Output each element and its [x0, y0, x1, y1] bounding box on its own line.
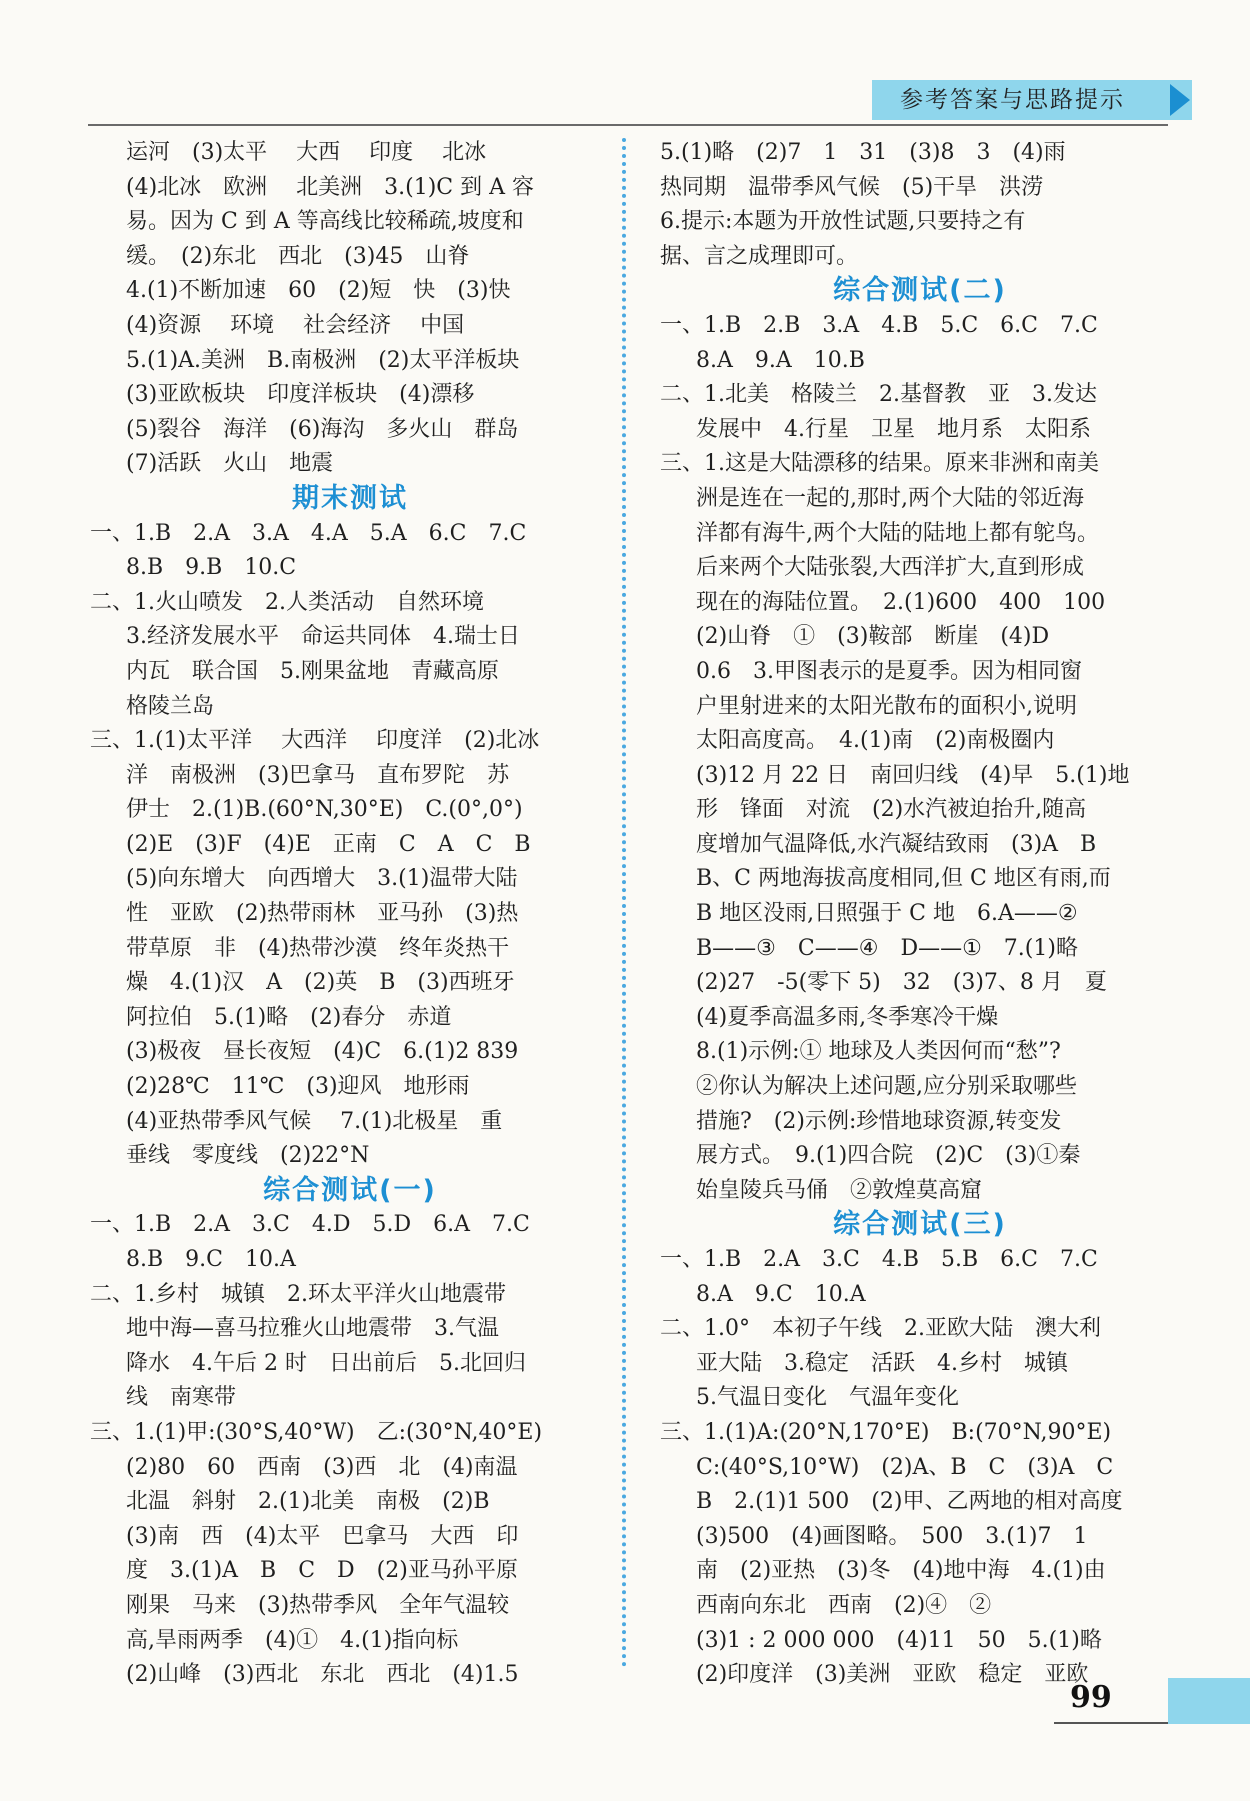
answer-line: 度 3.(1)A B C D (2)亚马孙平原 [126, 1558, 518, 1584]
answer-line: B 2.(1)1 500 (2)甲、乙两地的相对高度 [696, 1489, 1123, 1515]
answer-line: 内瓦 联合国 5.刚果盆地 青藏高原 [126, 658, 499, 684]
answer-line: 北温 斜射 2.(1)北美 南极 (2)B [126, 1489, 490, 1515]
answer-line: (2)27 -5(零下 5) 32 (3)7、8 月 夏 [696, 970, 1107, 996]
answer-line: (2)80 60 西南 (3)西 北 (4)南温 [126, 1454, 518, 1480]
answer-line: 三、1.(1)A:(20°N,170°E) B:(70°N,90°E) [660, 1419, 1112, 1445]
answer-line: 度增加气温降低,水汽凝结致雨 (3)A B [696, 831, 1097, 857]
footer-tab [1168, 1678, 1250, 1724]
page-number: 99 [1070, 1680, 1112, 1715]
answer-line: C:(40°S,10°W) (2)A、B C (3)A C [696, 1454, 1114, 1480]
answer-line: 南 (2)亚热 (3)冬 (4)地中海 4.(1)由 [696, 1558, 1106, 1584]
answer-line: (3)亚欧板块 印度洋板块 (4)漂移 [126, 382, 475, 408]
answer-line: 0.6 3.甲图表示的是夏季。因为相同窗 [696, 658, 1082, 684]
answer-line: (3)12 月 22 日 南回归线 (4)早 5.(1)地 [696, 762, 1130, 788]
section-heading: 综合测试(三) [833, 1209, 1007, 1241]
section-heading: 期末测试 [292, 482, 408, 514]
answer-line: (5)向东增大 向西增大 3.(1)温带大陆 [126, 866, 518, 892]
answer-line: B、C 两地海拔高度相同,但 C 地区有雨,而 [696, 866, 1111, 892]
header-arrow-icon [1170, 84, 1190, 116]
answer-line: 亚大陆 3.稳定 活跃 4.乡村 城镇 [696, 1350, 1068, 1376]
answer-line: 4.(1)不断加速 60 (2)短 快 (3)快 [126, 278, 511, 304]
answer-line: 据、言之成理即可。 [660, 243, 859, 269]
answer-line: 线 南寒带 [126, 1385, 237, 1411]
answer-line: 二、1.火山喷发 2.人类活动 自然环境 [90, 589, 484, 615]
answer-line: (4)北冰 欧洲 北美洲 3.(1)C 到 A 容 [126, 174, 535, 200]
answer-line: 始皇陵兵马俑 ②敦煌莫高窟 [696, 1177, 983, 1203]
answer-line: 8.A 9.A 10.B [696, 347, 865, 373]
answer-line: 洋都有海牛,两个大陆的陆地上都有鸵鸟。 [696, 520, 1099, 546]
answer-line: 地中海—喜马拉雅火山地震带 3.气温 [126, 1316, 499, 1342]
answer-line: 伊士 2.(1)B.(60°N,30°E) C.(0°,0°) [126, 797, 523, 823]
answer-line: B 地区没雨,日照强于 C 地 6.A——② [696, 901, 1078, 927]
answer-line: 西南向东北 西南 (2)④ ② [696, 1592, 992, 1618]
answer-line: (2)E (3)F (4)E 正南 C A C B [126, 831, 531, 857]
answer-line: 户里射进来的太阳光散布的面积小,说明 [696, 693, 1077, 719]
answer-line: 格陵兰岛 [126, 693, 215, 719]
answer-line: 一、1.B 2.A 3.A 4.A 5.A 6.C 7.C [90, 520, 527, 546]
answer-line: (3)1 : 2 000 000 (4)11 50 5.(1)略 [696, 1627, 1102, 1653]
answer-line: 8.A 9.C 10.A [696, 1281, 866, 1307]
answer-line: (4)亚热带季风气候 7.(1)北极星 重 [126, 1108, 503, 1134]
answer-line: 燥 4.(1)汉 A (2)英 B (3)西班牙 [126, 970, 515, 996]
answer-line: (2)山脊 ① (3)鞍部 断崖 (4)D [696, 624, 1050, 650]
answer-line: 缓。 (2)东北 西北 (3)45 山脊 [126, 243, 470, 269]
section-heading: 综合测试(一) [263, 1174, 437, 1206]
answer-line: 一、1.B 2.A 3.C 4.B 5.B 6.C 7.C [660, 1247, 1098, 1272]
header-title: 参考答案与思路提示 [872, 80, 1192, 120]
answer-line: B——③ C——④ D——① 7.(1)略 [696, 935, 1078, 961]
answer-line: 易。因为 C 到 A 等高线比较稀疏,坡度和 [126, 209, 524, 235]
answer-line: 5.气温日变化 气温年变化 [696, 1385, 959, 1411]
answer-line: 一、1.B 2.A 3.C 4.D 5.D 6.A 7.C [90, 1212, 530, 1238]
answer-line: (2)山峰 (3)西北 东北 西北 (4)1.5 [126, 1662, 519, 1688]
answer-line: (4)夏季高温多雨,冬季寒冷干燥 [696, 1004, 999, 1030]
answer-line: 三、1.这是大陆漂移的结果。原来非洲和南美 [660, 451, 1099, 477]
answer-line: 5.(1)略 (2)7 1 31 (3)8 3 (4)雨 [660, 140, 1066, 165]
answer-line: 性 亚欧 (2)热带雨林 亚马孙 (3)热 [126, 901, 519, 927]
answer-line: 3.经济发展水平 命运共同体 4.瑞士日 [126, 624, 520, 650]
answer-line: 洋 南极洲 (3)巴拿马 直布罗陀 苏 [126, 762, 510, 788]
answer-line: (3)极夜 昼长夜短 (4)C 6.(1)2 839 [126, 1039, 519, 1065]
left-column [90, 136, 610, 1693]
section-heading: 综合测试(二) [833, 275, 1007, 307]
answer-line: 8.B 9.B 10.C [126, 555, 297, 581]
answer-line: 发展中 4.行星 卫星 地月系 太阳系 [696, 416, 1091, 442]
answer-line: (3)500 (4)画图略。 500 3.(1)7 1 [696, 1523, 1088, 1549]
answer-line: 洲是连在一起的,那时,两个大陆的邻近海 [696, 485, 1084, 511]
answer-line: (5)裂谷 海洋 (6)海沟 多火山 群岛 [126, 416, 519, 442]
answer-line: 刚果 马来 (3)热带季风 全年气温较 [126, 1592, 510, 1618]
answer-line: 二、1.0° 本初子午线 2.亚欧大陆 澳大利 [660, 1316, 1101, 1342]
answer-line: (4)资源 环境 社会经济 中国 [126, 312, 465, 338]
footer-rule [1054, 1722, 1174, 1724]
answer-line: (3)南 西 (4)太平 巴拿马 大西 印 [126, 1523, 519, 1549]
answer-line: 二、1.北美 格陵兰 2.基督教 亚 3.发达 [660, 382, 1097, 408]
answer-line: 形 锋面 对流 (2)水汽被迫抬升,随高 [696, 797, 1087, 823]
answer-line: ②你认为解决上述问题,应分别采取哪些 [696, 1074, 1077, 1100]
answer-line: 措施? (2)示例:珍惜地球资源,转变发 [696, 1108, 1062, 1134]
right-column [660, 136, 1180, 1693]
answer-line: 高,旱雨两季 (4)① 4.(1)指向标 [126, 1627, 459, 1653]
answer-line: 6.提示:本题为开放性试题,只要持之有 [660, 209, 1026, 235]
answer-line: 运河 (3)太平 大西 印度 北冰 [126, 140, 487, 165]
answer-line: 8.(1)示例:① 地球及人类因何而“愁”? [696, 1039, 1061, 1065]
answer-line: (7)活跃 火山 地震 [126, 451, 334, 477]
answer-line: 展方式。 9.(1)四合院 (2)C (3)①秦 [696, 1143, 1081, 1169]
answer-line: 热同期 温带季风气候 (5)干旱 洪涝 [660, 174, 1044, 200]
answer-line: 8.B 9.C 10.A [126, 1247, 296, 1272]
answer-line: 带草原 非 (4)热带沙漠 终年炎热干 [126, 935, 510, 961]
column-divider [622, 138, 626, 1668]
answer-line: (2)印度洋 (3)美洲 亚欧 稳定 亚欧 [696, 1662, 1089, 1688]
answer-line: 现在的海陆位置。 2.(1)600 400 100 [696, 589, 1106, 615]
answer-line: 一、1.B 2.B 3.A 4.B 5.C 6.C 7.C [660, 312, 1098, 338]
answer-line: 太阳高度高。 4.(1)南 (2)南极圈内 [696, 728, 1055, 754]
answer-line: 5.(1)A.美洲 B.南极洲 (2)太平洋板块 [126, 347, 520, 373]
header-rule [88, 124, 1168, 126]
answer-line: 三、1.(1)甲:(30°S,40°W) 乙:(30°N,40°E) [90, 1419, 543, 1445]
answer-line: 阿拉伯 5.(1)略 (2)春分 赤道 [126, 1004, 452, 1030]
answer-line: 垂线 零度线 (2)22°N [126, 1143, 370, 1169]
answer-line: 三、1.(1)太平洋 大西洋 印度洋 (2)北冰 [90, 728, 540, 754]
answer-line: 降水 4.午后 2 时 日出前后 5.北回归 [126, 1350, 526, 1376]
answer-line: 二、1.乡村 城镇 2.环太平洋火山地震带 [90, 1281, 506, 1307]
answer-line: (2)28℃ 11℃ (3)迎风 地形雨 [126, 1074, 470, 1100]
answer-line: 后来两个大陆张裂,大西洋扩大,直到形成 [696, 555, 1084, 581]
